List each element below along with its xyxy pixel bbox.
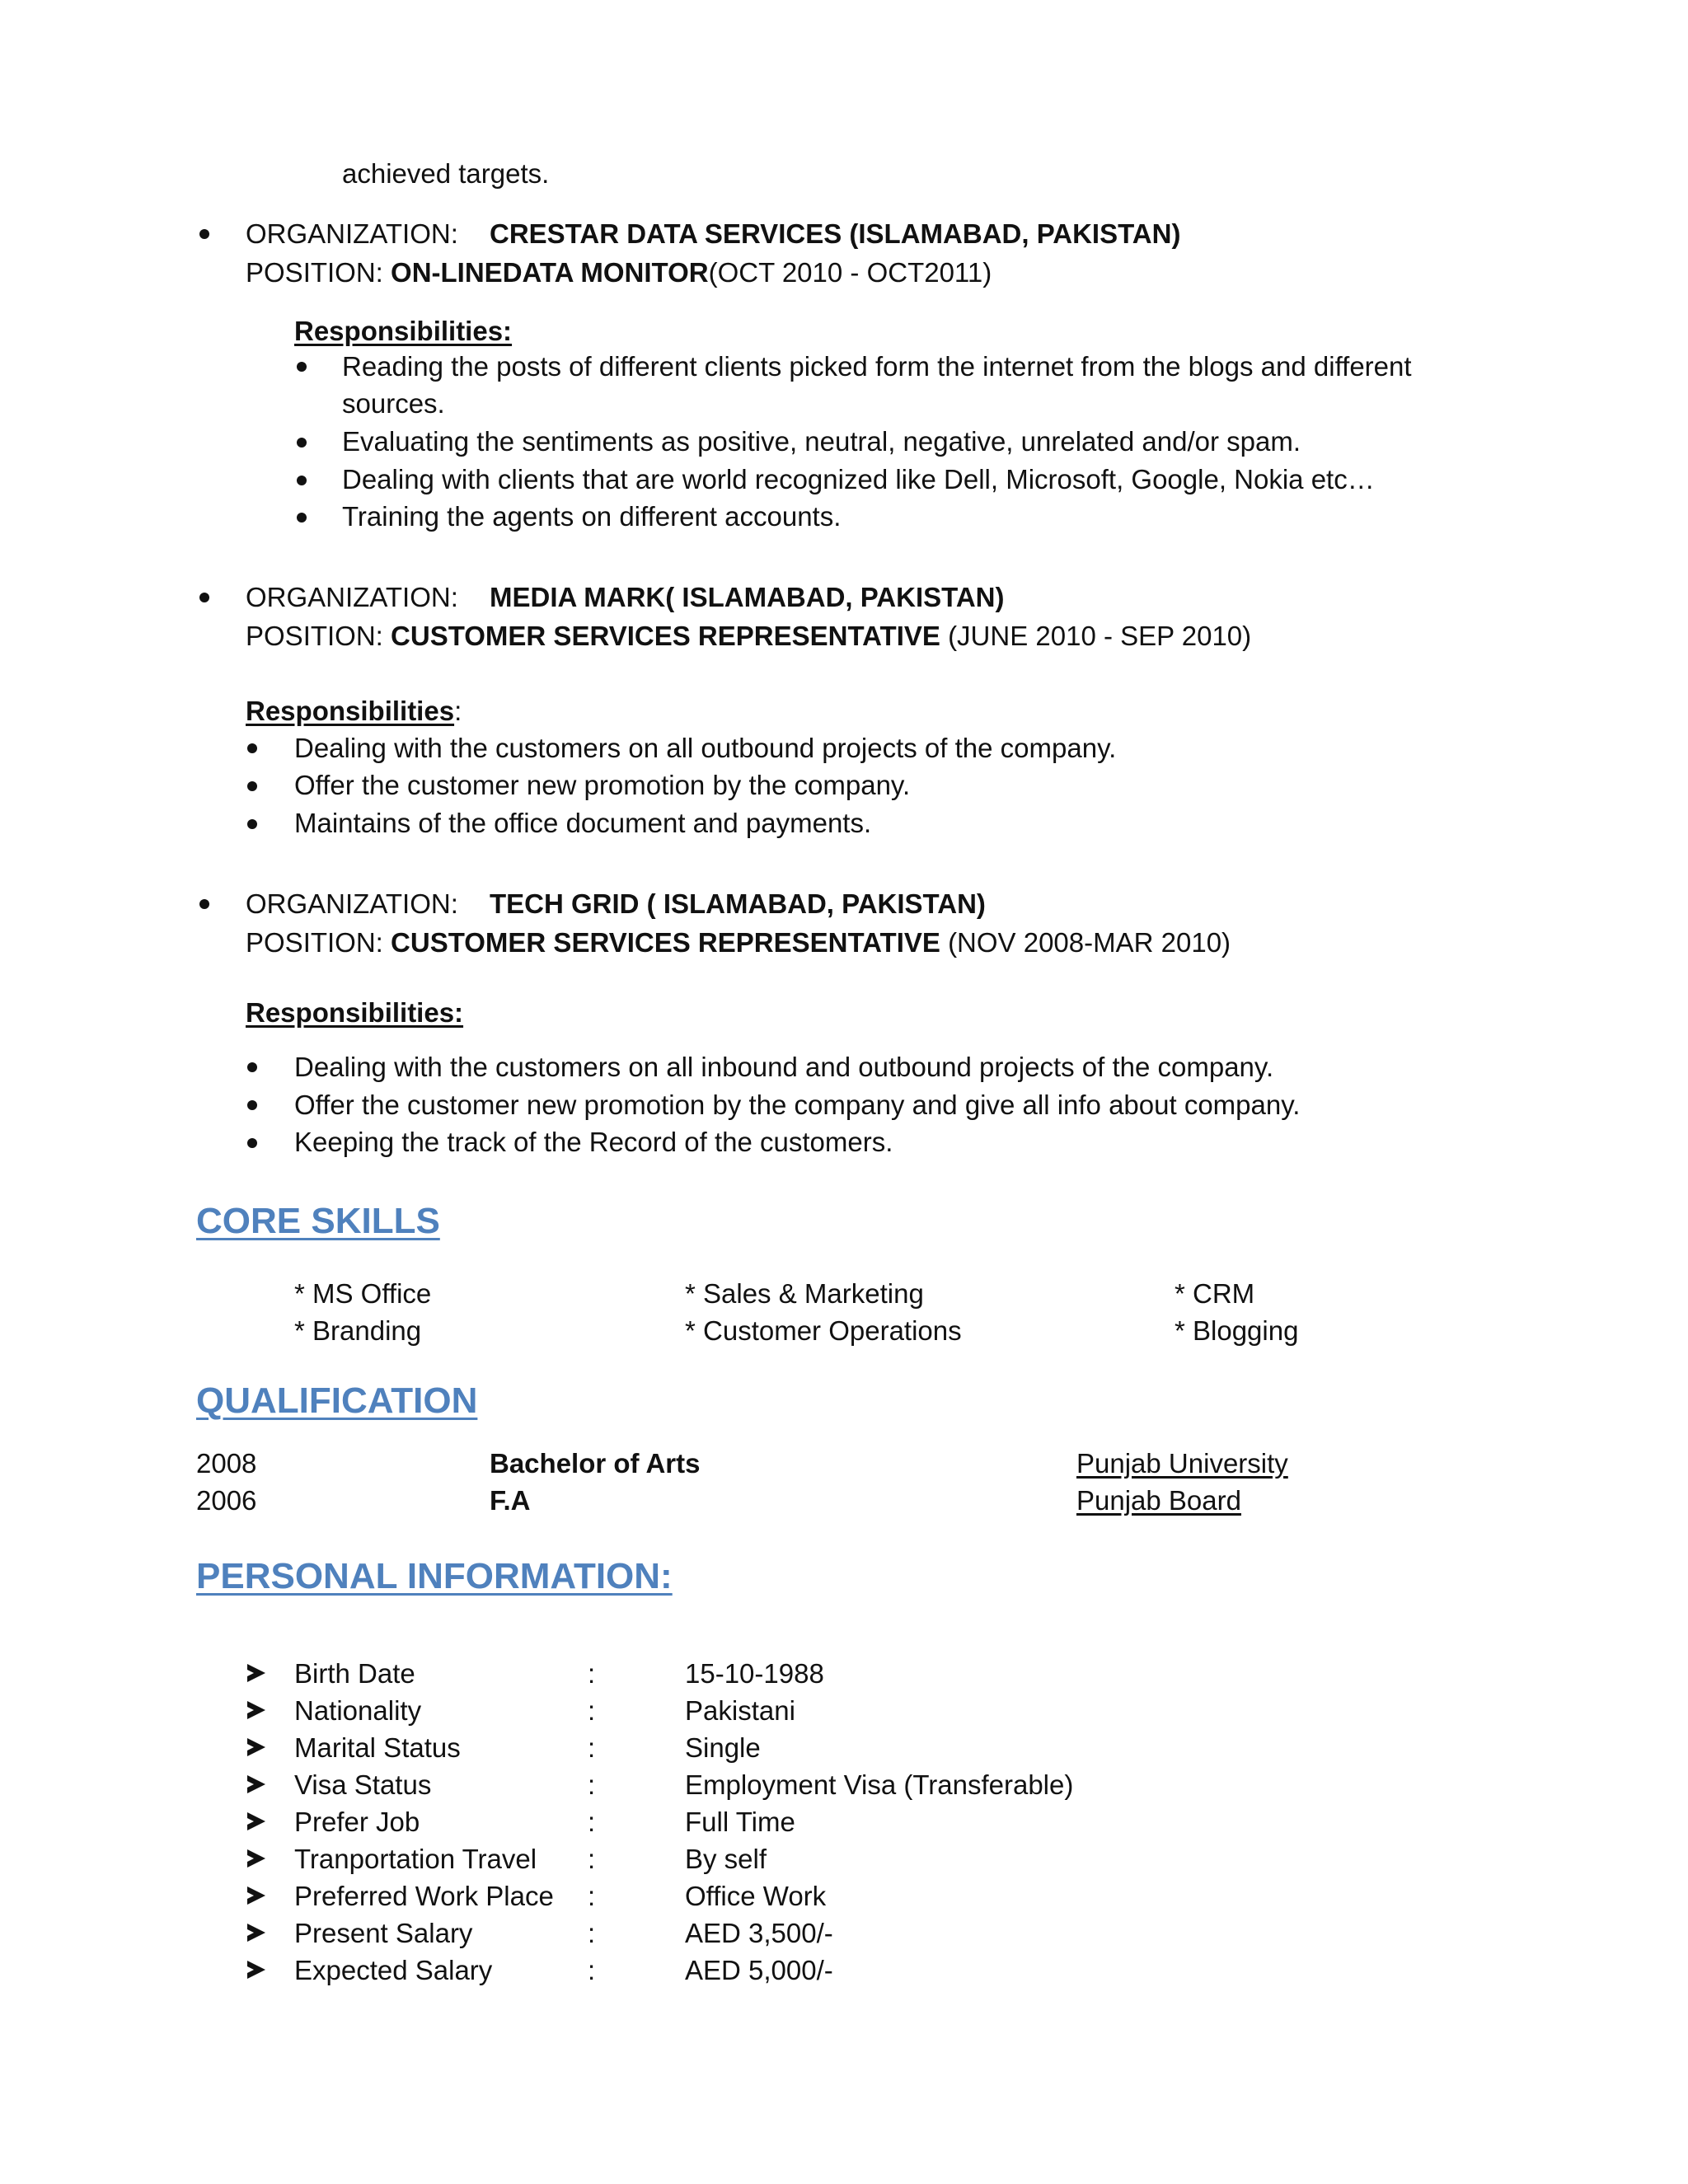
bullet-icon — [297, 438, 307, 448]
info-separator: : — [588, 1881, 596, 1911]
skill-item: * Sales & Marketing — [685, 1278, 924, 1309]
skill-item: * Customer Operations — [685, 1315, 962, 1346]
org-name: CRESTAR DATA SERVICES (ISLAMABAD, PAKISTAN) — [490, 218, 1181, 249]
arrow-bullet-icon — [247, 1775, 265, 1793]
position-dates: (JUNE 2010 - SEP 2010) — [948, 621, 1252, 651]
responsibilities-heading — [246, 695, 462, 728]
org-label: ORGANIZATION: — [246, 582, 458, 612]
info-separator: : — [588, 1955, 596, 1985]
arrow-bullet-icon — [247, 1812, 265, 1830]
info-separator: : — [588, 1918, 596, 1948]
info-label: Tranportation Travel — [294, 1844, 537, 1874]
skill-item: * MS Office — [294, 1278, 432, 1309]
qualification-heading: QUALIFICATION — [196, 1380, 478, 1421]
info-label: Nationality — [294, 1695, 422, 1726]
position-line — [246, 620, 1251, 653]
position-dates: (NOV 2008-MAR 2010) — [948, 927, 1231, 958]
bullet-icon — [247, 1062, 257, 1072]
responsibility-item: Evaluating the sentiments as positive, neutral, negative, unrelated and/or spam. — [342, 426, 1301, 457]
bullet-icon — [199, 593, 209, 602]
intro-fragment: achieved targets. — [342, 158, 550, 189]
skill-item: * Blogging — [1175, 1315, 1299, 1346]
position-line — [246, 926, 1231, 959]
info-separator: : — [588, 1769, 596, 1800]
info-value: Single — [685, 1732, 761, 1763]
position-title: ON-LINEDATA MONITOR — [391, 257, 709, 288]
info-label: Preferred Work Place — [294, 1881, 554, 1911]
info-separator: : — [588, 1844, 596, 1874]
org-label: ORGANIZATION: — [246, 218, 458, 249]
info-value: AED 3,500/- — [685, 1918, 833, 1948]
org-name: TECH GRID ( ISLAMABAD, PAKISTAN) — [490, 888, 986, 919]
bullet-icon — [247, 819, 257, 829]
bullet-icon — [247, 743, 257, 753]
position-label: POSITION: — [246, 257, 383, 288]
arrow-bullet-icon — [247, 1664, 265, 1682]
responsibility-item: Training the agents on different accounts. — [342, 501, 842, 532]
qualification-institute: Punjab University — [1076, 1448, 1288, 1479]
org-name: MEDIA MARK( ISLAMABAD, PAKISTAN) — [490, 582, 1005, 612]
info-separator: : — [588, 1732, 596, 1763]
responsibility-item: Offer the customer new promotion by the company and give all info about company. — [294, 1090, 1301, 1120]
responsibility-item: Dealing with the customers on all inbound and outbound projects of the company. — [294, 1052, 1274, 1082]
qualification-year: 2006 — [196, 1485, 257, 1516]
bullet-icon — [247, 1100, 257, 1110]
position-title: CUSTOMER SERVICES REPRESENTATIVE — [391, 621, 940, 651]
qualification-degree: F.A — [490, 1485, 531, 1516]
info-label: Expected Salary — [294, 1955, 493, 1985]
info-value: Pakistani — [685, 1695, 795, 1726]
info-label: Birth Date — [294, 1658, 415, 1689]
info-value: 15-10-1988 — [685, 1658, 824, 1689]
arrow-bullet-icon — [247, 1924, 265, 1942]
arrow-bullet-icon — [247, 1738, 265, 1756]
info-value: By self — [685, 1844, 767, 1874]
info-label: Visa Status — [294, 1769, 432, 1800]
arrow-bullet-icon — [247, 1961, 265, 1979]
info-value: Employment Visa (Transferable) — [685, 1769, 1074, 1800]
responsibility-item-continued: sources. — [342, 388, 445, 419]
responsibilities-label: Responsibilities: — [294, 316, 513, 346]
skill-item: * Branding — [294, 1315, 422, 1346]
position-label: POSITION: — [246, 927, 383, 958]
position-title: CUSTOMER SERVICES REPRESENTATIVE — [391, 927, 940, 958]
qualification-year: 2008 — [196, 1448, 257, 1479]
info-value: AED 5,000/- — [685, 1955, 833, 1985]
info-separator: : — [588, 1658, 596, 1689]
responsibility-item: Reading the posts of different clients picked form the internet from the blogs and different — [342, 351, 1412, 382]
responsibility-item: Offer the customer new promotion by the company. — [294, 770, 911, 800]
position-dates: (OCT 2010 - OCT2011) — [708, 257, 992, 288]
qualification-degree: Bachelor of Arts — [490, 1448, 701, 1479]
bullet-icon — [297, 513, 307, 523]
arrow-bullet-icon — [247, 1701, 265, 1719]
responsibilities-colon: : — [454, 696, 462, 726]
arrow-bullet-icon — [247, 1886, 265, 1905]
bullet-icon — [199, 899, 209, 909]
bullet-icon — [297, 476, 307, 485]
bullet-icon — [247, 781, 257, 791]
info-separator: : — [588, 1695, 596, 1726]
bullet-icon — [247, 1138, 257, 1148]
info-label: Marital Status — [294, 1732, 461, 1763]
info-value: Office Work — [685, 1881, 827, 1911]
info-value: Full Time — [685, 1807, 795, 1837]
skill-item: * CRM — [1175, 1278, 1255, 1309]
qualification-institute: Punjab Board — [1076, 1485, 1241, 1516]
responsibility-item: Dealing with clients that are world recognized like Dell, Microsoft, Google, Nokia etc… — [342, 464, 1375, 494]
responsibility-item: Keeping the track of the Record of the customers. — [294, 1127, 893, 1157]
position-line — [246, 256, 992, 289]
info-label: Prefer Job — [294, 1807, 420, 1837]
org-label: ORGANIZATION: — [246, 888, 458, 919]
responsibilities-label: Responsibilities: — [246, 997, 464, 1028]
info-label: Present Salary — [294, 1918, 473, 1948]
responsibilities-label: Responsibilities — [246, 696, 455, 726]
responsibility-item: Maintains of the office document and payments. — [294, 808, 872, 838]
position-label: POSITION: — [246, 621, 383, 651]
personal-info-heading: PERSONAL INFORMATION: — [196, 1556, 673, 1596]
responsibility-item: Dealing with the customers on all outbound projects of the company. — [294, 733, 1117, 763]
arrow-bullet-icon — [247, 1849, 265, 1868]
bullet-icon — [199, 229, 209, 239]
bullet-icon — [297, 362, 307, 372]
core-skills-heading: CORE SKILLS — [196, 1201, 440, 1241]
info-separator: : — [588, 1807, 596, 1837]
